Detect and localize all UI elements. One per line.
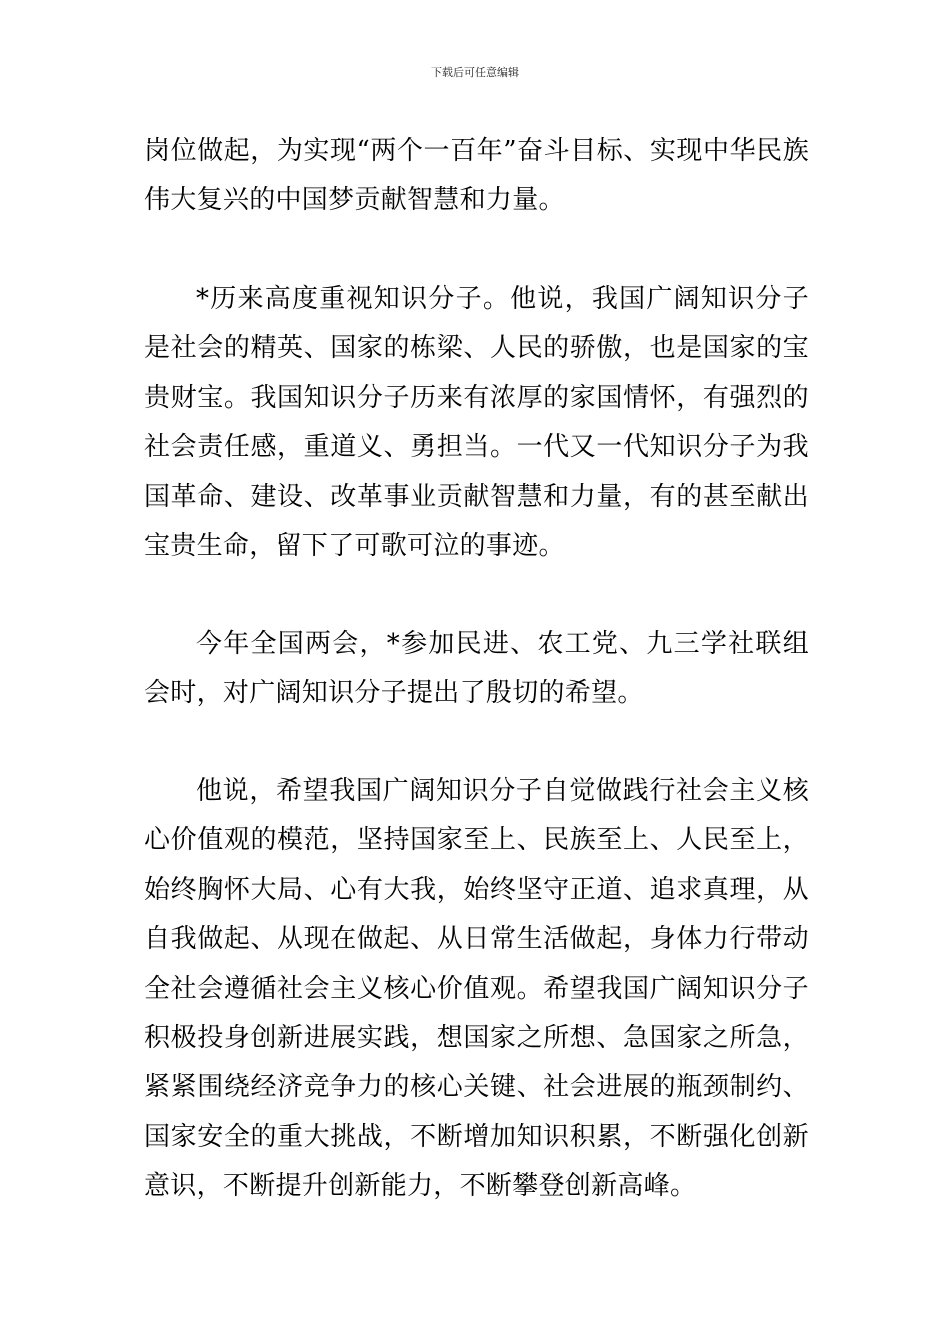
page-header: 下载后可任意编辑 xyxy=(431,66,519,79)
paragraph-hopes: 他说，希望我国广阔知识分子自觉做践行社会主义核心价值观的模范，坚持国家至上、民族至上、人民至上，始终胸怀大局、心有大我，始终坚守正道、追求真理，从自我做起、从现在做起、从日常生活做起，身体力行带动全社会遵循社会主义核心价值观。希望我国广阔知识分子积极投身创新进展实践，想国家之所想、急国家之所急，紧紧围绕经济竞争力的核心关键、社会进展的瓶颈制约、国家安全的重大挑战，不断增加知识积累，不断强化创新意识，不断提升创新能力，不断攀登创新高峰。 xyxy=(144,776,809,1202)
paragraph-continuation: 岗位做起，为实现“两个一百年”奋斗目标、实现中华民族伟大复兴的中国梦贡献智慧和力量。 xyxy=(144,136,809,216)
paragraph-two-sessions: 今年全国两会，*参加民进、农工党、九三学社联组会时，对广阔知识分子提出了殷切的希望。 xyxy=(144,629,809,709)
paragraph-intellectuals: *历来高度重视知识分子。他说，我国广阔知识分子是社会的精英、国家的栋梁、人民的骄傲，也是国家的宝贵财宝。我国知识分子历来有浓厚的家国情怀，有强烈的社会责任感，重道义、勇担当。一代又一代知识分子为我国革命、建设、改革事业贡献智慧和力量，有的甚至献出宝贵生命，留下了可歌可泣的事迹。 xyxy=(144,284,809,562)
